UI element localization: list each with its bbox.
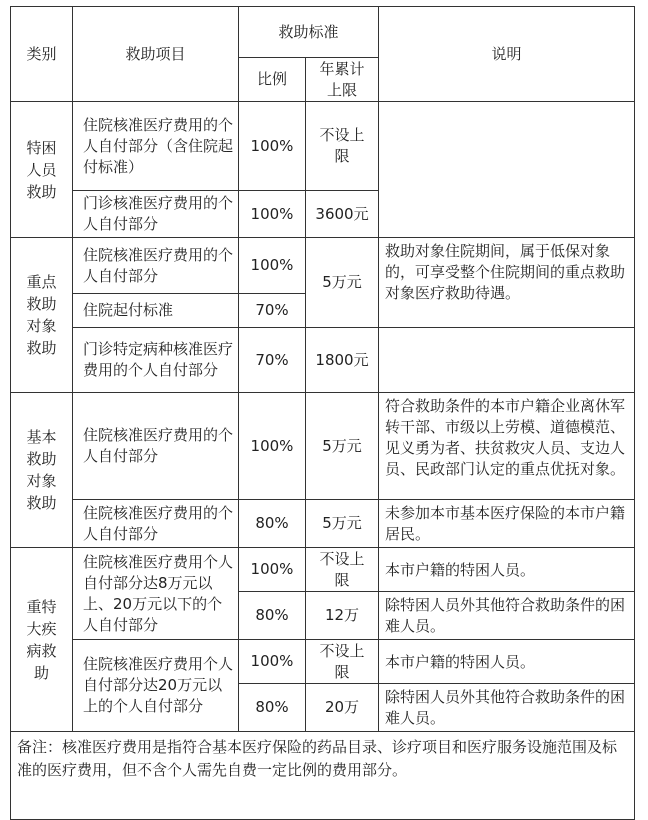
table-row <box>11 393 635 500</box>
header-category: 类别 <box>11 7 73 102</box>
category-cell: 基本救助对象救助 <box>11 393 73 548</box>
item-cell: 住院核准医疗费用的个人自付部分 <box>73 238 239 294</box>
item-cell: 门诊特定病种核准医疗费用的个人自付部分 <box>73 328 239 393</box>
ratio-cell: 100% <box>239 640 306 684</box>
limit-cell: 不设上限 <box>306 102 379 191</box>
limit-cell: 5万元 <box>306 500 379 548</box>
description-cell: 除特困人员外其他符合救助条件的困难人员。 <box>379 684 635 732</box>
ratio-cell: 70% <box>239 328 306 393</box>
footnote-row <box>11 732 635 820</box>
description-cell: 未参加本市基本医疗保险的本市户籍居民。 <box>379 500 635 548</box>
ratio-cell: 100% <box>239 191 306 238</box>
category-cell: 重点救助对象救助 <box>11 238 73 393</box>
description-cell: 除特困人员外其他符合救助条件的困难人员。 <box>379 592 635 640</box>
limit-cell: 不设上限 <box>306 640 379 684</box>
table-row <box>11 640 635 684</box>
header-ratio: 比例 <box>239 58 306 102</box>
limit-cell: 不设上限 <box>306 548 379 592</box>
ratio-cell: 70% <box>239 294 306 328</box>
ratio-cell: 80% <box>239 500 306 548</box>
ratio-cell: 100% <box>239 102 306 191</box>
header-item: 救助项目 <box>73 7 239 102</box>
relief-standards-table <box>10 6 635 820</box>
limit-cell: 1800元 <box>306 328 379 393</box>
relief-standards-document <box>10 6 634 820</box>
category-cell: 特困人员救助 <box>11 102 73 238</box>
item-cell: 住院起付标准 <box>73 294 239 328</box>
ratio-cell: 100% <box>239 238 306 294</box>
description-cell: 本市户籍的特困人员。 <box>379 548 635 592</box>
item-cell: 住院核准医疗费用个人自付部分达20万元以上的个人自付部分 <box>73 640 239 732</box>
limit-cell: 5万元 <box>306 393 379 500</box>
item-cell: 住院核准医疗费用的个人自付部分 <box>73 500 239 548</box>
footnote: 备注：核准医疗费用是指符合基本医疗保险的药品目录、诊疗项目和医疗服务设施范围及标准的医疗费用，但不含个人需先自费一定比例的费用部分。 <box>11 732 635 820</box>
header-standard: 救助标准 <box>239 7 379 58</box>
limit-cell: 20万 <box>306 684 379 732</box>
item-cell: 门诊核准医疗费用的个人自付部分 <box>73 191 239 238</box>
limit-cell: 3600元 <box>306 191 379 238</box>
table-row <box>11 328 635 393</box>
table-row <box>11 238 635 294</box>
header-description: 说明 <box>379 7 635 102</box>
limit-cell: 5万元 <box>306 238 379 328</box>
ratio-cell: 80% <box>239 592 306 640</box>
table-row <box>11 548 635 592</box>
description-cell: 符合救助条件的本市户籍企业离休军转干部、市级以上劳模、道德模范、见义勇为者、扶贫救灾人员、支边人员、民政部门认定的重点优抚对象。 <box>379 393 635 500</box>
table-row <box>11 500 635 548</box>
ratio-cell: 100% <box>239 548 306 592</box>
category-cell: 重特大疾病救助 <box>11 548 73 732</box>
description-cell: 救助对象住院期间，属于低保对象的，可享受整个住院期间的重点救助对象医疗救助待遇。 <box>379 238 635 328</box>
description-cell <box>379 328 635 393</box>
item-cell: 住院核准医疗费用个人自付部分达8万元以上、20万元以下的个人自付部分 <box>73 548 239 640</box>
ratio-cell: 100% <box>239 393 306 500</box>
description-cell: 本市户籍的特困人员。 <box>379 640 635 684</box>
ratio-cell: 80% <box>239 684 306 732</box>
item-cell: 住院核准医疗费用的个人自付部分 <box>73 393 239 500</box>
limit-cell: 12万 <box>306 592 379 640</box>
item-cell: 住院核准医疗费用的个人自付部分（含住院起付标准） <box>73 102 239 191</box>
table-row <box>11 102 635 191</box>
header-limit: 年累计上限 <box>306 58 379 102</box>
description-cell <box>379 102 635 238</box>
